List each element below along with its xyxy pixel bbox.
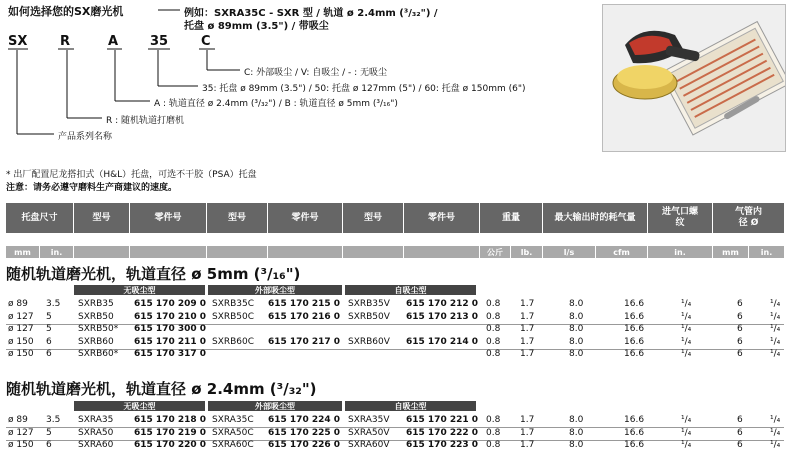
guide-title: 如何选择您的SX磨光机: [8, 5, 124, 18]
unit-cfm: cfm: [596, 246, 647, 258]
unit-mm: mm: [6, 246, 39, 258]
group-external-dust: 外部吸尘型: [208, 285, 342, 295]
cell-part-external: 615 170 225 0: [268, 427, 341, 438]
cell-hose-in: ¹/₄: [770, 440, 781, 450]
cell-air-cfm: 16.6: [624, 324, 645, 334]
cell-hose-mm: 6: [737, 440, 743, 450]
cell-air-cfm: 16.6: [624, 349, 645, 359]
cell-part-self: 615 170 223 0: [406, 440, 479, 450]
header-part-3: 零件号: [404, 203, 479, 233]
header-model-3: 型号: [343, 203, 403, 233]
unit-kg: 公斤: [480, 246, 510, 258]
cell-air-cfm: 16.6: [624, 299, 645, 309]
table-row: [6, 415, 784, 426]
cell-part-no-dust: 615 170 211 0: [134, 336, 207, 347]
cell-weight-lb: 1.7: [520, 415, 535, 425]
cell-inlet-thread: ¹/₄: [681, 299, 692, 309]
product-photo: [602, 4, 786, 152]
cell-air-cfm: 16.6: [624, 427, 645, 438]
code-35: 35: [150, 34, 169, 49]
cell-hose-in: ¹/₄: [770, 427, 781, 438]
unit-blank: [343, 246, 403, 258]
cell-model-no-dust: SXRB60*: [78, 349, 119, 359]
cell-hose-mm: 6: [737, 349, 743, 359]
example-line-1: 例如：SXRA35C - SXR 型 / 轨道 ø 2.4mm (³/₃₂") /: [184, 8, 438, 19]
cell-pad-mm: ø 127: [8, 324, 34, 334]
cell-weight-kg: 0.8: [486, 324, 501, 334]
code-c: C: [201, 34, 211, 49]
cell-pad-in: 5: [46, 427, 52, 438]
cell-model-external: SXRA35C: [212, 415, 254, 425]
cell-air-cfm: 16.6: [624, 415, 645, 425]
cell-weight-lb: 1.7: [520, 440, 535, 450]
cell-hose-mm: 6: [737, 427, 743, 438]
table-row: [6, 324, 784, 335]
cell-inlet-thread: ¹/₄: [681, 311, 692, 322]
cell-pad-in: 6: [46, 349, 52, 359]
cell-hose-in: ¹/₄: [770, 336, 781, 347]
cell-air-ls: 8.0: [569, 415, 584, 425]
cell-pad-in: 3.5: [46, 415, 61, 425]
cell-weight-kg: 0.8: [486, 415, 501, 425]
cell-model-no-dust: SXRA50: [78, 427, 114, 438]
cell-hose-in: ¹/₄: [770, 299, 781, 309]
cell-part-no-dust: 615 170 317 0: [134, 349, 207, 359]
cell-weight-lb: 1.7: [520, 427, 535, 438]
cell-weight-lb: 1.7: [520, 299, 535, 309]
table-row: [6, 440, 784, 451]
cell-part-no-dust: 615 170 210 0: [134, 311, 207, 322]
section-title-5mm: 随机轨道磨光机，轨道直径 ø 5mm (³/₁₆"): [6, 265, 301, 283]
cell-part-no-dust: 615 170 219 0: [134, 427, 207, 438]
legend-pad: 35: 托盘 ø 89mm (3.5") / 50: 托盘 ø 127mm (5") / 60: 托盘 ø 150mm (6"): [202, 84, 526, 94]
group-self-dust: 自吸尘型: [345, 285, 476, 295]
table-row: [6, 299, 784, 310]
cell-part-external: 615 170 215 0: [268, 299, 341, 309]
cell-model-self: SXRA50V: [348, 427, 390, 438]
cell-inlet-thread: ¹/₄: [681, 427, 692, 438]
unit-lb: lb.: [511, 246, 542, 258]
cell-inlet-thread: ¹/₄: [681, 415, 692, 425]
header-part-1: 零件号: [130, 203, 206, 233]
cell-air-ls: 8.0: [569, 349, 584, 359]
unit-blank: [74, 246, 129, 258]
example-line-2: 托盘 ø 89mm (3.5") / 带吸尘: [184, 21, 329, 32]
legend-sx: 产品系列名称: [58, 132, 113, 142]
cell-part-self: 615 170 222 0: [406, 427, 479, 438]
header-pad-size: 托盘尺寸: [6, 203, 73, 233]
header-air-consumption: 最大输出时的耗气量: [543, 203, 647, 233]
cell-pad-in: 5: [46, 324, 52, 334]
cell-weight-kg: 0.8: [486, 427, 501, 438]
cell-model-external: SXRB35C: [212, 299, 255, 309]
unit-thread-in: in.: [648, 246, 712, 258]
cell-part-no-dust: 615 170 209 0: [134, 299, 207, 309]
cell-part-no-dust: 615 170 300 0: [134, 324, 207, 334]
cell-hose-in: ¹/₄: [770, 415, 781, 425]
cell-hose-in: ¹/₄: [770, 324, 781, 334]
table-row: [6, 337, 784, 348]
note-pad-type: * 出厂配置尼龙搭扣式（H&L）托盘，可选不干胶（PSA）托盘: [6, 170, 257, 180]
cell-part-external: 615 170 226 0: [268, 440, 341, 450]
cell-model-self: SXRB35V: [348, 299, 390, 309]
header-weight: 重量: [480, 203, 542, 233]
cell-pad-mm: ø 89: [8, 299, 28, 309]
table-header: [6, 203, 784, 233]
group-no-dust: 无吸尘型: [74, 401, 205, 411]
unit-hose-mm: mm: [713, 246, 748, 258]
header-model-1: 型号: [74, 203, 129, 233]
legend-c: C: 外部吸尘 / V: 自吸尘 / - : 无吸尘: [244, 68, 388, 78]
cell-weight-kg: 0.8: [486, 440, 501, 450]
cell-model-self: SXRA35V: [348, 415, 390, 425]
cell-weight-lb: 1.7: [520, 349, 535, 359]
cell-air-ls: 8.0: [569, 311, 584, 322]
cell-weight-kg: 0.8: [486, 299, 501, 309]
cell-pad-mm: ø 150: [8, 440, 34, 450]
cell-pad-mm: ø 150: [8, 336, 34, 347]
table-row: [6, 428, 784, 439]
cell-model-self: SXRB60V: [348, 336, 390, 347]
cell-air-ls: 8.0: [569, 427, 584, 438]
header-part-2: 零件号: [268, 203, 342, 233]
cell-part-self: 615 170 213 0: [406, 311, 479, 322]
cell-inlet-thread: ¹/₄: [681, 349, 692, 359]
header-hose-diameter: 气管内径 Ø: [713, 203, 784, 233]
cell-hose-mm: 6: [737, 299, 743, 309]
cell-part-no-dust: 615 170 218 0: [134, 415, 207, 425]
unit-in: in.: [40, 246, 73, 258]
code-sx: SX: [8, 34, 28, 49]
section-title-2-4mm: 随机轨道磨光机，轨道直径 ø 2.4mm (³/₃₂"): [6, 380, 317, 398]
unit-blank: [207, 246, 267, 258]
cell-weight-kg: 0.8: [486, 336, 501, 347]
cell-air-ls: 8.0: [569, 440, 584, 450]
cell-inlet-thread: ¹/₄: [681, 440, 692, 450]
code-a: A: [108, 34, 119, 49]
cell-pad-mm: ø 89: [8, 415, 28, 425]
cell-pad-in: 5: [46, 311, 52, 322]
cell-weight-kg: 0.8: [486, 349, 501, 359]
unit-blank: [268, 246, 342, 258]
cell-pad-in: 6: [46, 440, 52, 450]
group-no-dust: 无吸尘型: [74, 285, 205, 295]
legend-r: R : 随机轨道打磨机: [106, 116, 185, 126]
cell-hose-mm: 6: [737, 336, 743, 347]
unit-blank: [130, 246, 206, 258]
cell-hose-in: ¹/₄: [770, 311, 781, 322]
unit-blank: [404, 246, 479, 258]
unit-ls: l/s: [543, 246, 595, 258]
group-self-dust: 自吸尘型: [345, 401, 476, 411]
cell-part-no-dust: 615 170 220 0: [134, 440, 207, 450]
cell-air-cfm: 16.6: [624, 311, 645, 322]
cell-inlet-thread: ¹/₄: [681, 324, 692, 334]
table-row: [6, 349, 784, 360]
cell-model-no-dust: SXRA35: [78, 415, 114, 425]
cell-model-no-dust: SXRA60: [78, 440, 114, 450]
units-row: [6, 246, 784, 258]
code-r: R: [60, 34, 71, 49]
cell-hose-in: ¹/₄: [770, 349, 781, 359]
cell-weight-lb: 1.7: [520, 324, 535, 334]
cell-hose-mm: 6: [737, 415, 743, 425]
cell-part-self: 615 170 212 0: [406, 299, 479, 309]
cell-weight-lb: 1.7: [520, 336, 535, 347]
cell-air-ls: 8.0: [569, 299, 584, 309]
cell-part-external: 615 170 217 0: [268, 336, 341, 347]
cell-pad-mm: ø 150: [8, 349, 34, 359]
cell-air-cfm: 16.6: [624, 336, 645, 347]
cell-model-no-dust: SXRB50: [78, 311, 114, 322]
cell-model-external: SXRB60C: [212, 336, 255, 347]
cell-model-external: SXRA50C: [212, 427, 254, 438]
cell-air-ls: 8.0: [569, 324, 584, 334]
cell-air-cfm: 16.6: [624, 440, 645, 450]
cell-part-external: 615 170 224 0: [268, 415, 341, 425]
cell-pad-mm: ø 127: [8, 427, 34, 438]
cell-model-no-dust: SXRB60: [78, 336, 114, 347]
header-model-2: 型号: [207, 203, 267, 233]
cell-part-self: 615 170 221 0: [406, 415, 479, 425]
legend-orbit: A : 轨道直径 ø 2.4mm (³/₃₂") / B : 轨道直径 ø 5mm (³/₁₆"): [154, 99, 398, 109]
cell-model-external: SXRB50C: [212, 311, 255, 322]
cell-model-self: SXRA60V: [348, 440, 390, 450]
cell-model-self: SXRB50V: [348, 311, 390, 322]
header-inlet-thread: 进气口螺纹: [648, 203, 712, 233]
cell-weight-kg: 0.8: [486, 311, 501, 322]
cell-part-self: 615 170 214 0: [406, 336, 479, 347]
cell-model-no-dust: SXRB35: [78, 299, 114, 309]
cell-inlet-thread: ¹/₄: [681, 336, 692, 347]
cell-air-ls: 8.0: [569, 336, 584, 347]
cell-hose-mm: 6: [737, 311, 743, 322]
group-external-dust: 外部吸尘型: [208, 401, 342, 411]
note-speed-warning: 注意：请务必遵守磨料生产商建议的速度。: [6, 183, 178, 193]
cell-pad-mm: ø 127: [8, 311, 34, 322]
cell-part-external: 615 170 216 0: [268, 311, 341, 322]
cell-model-external: SXRA60C: [212, 440, 254, 450]
cell-pad-in: 6: [46, 336, 52, 347]
cell-model-no-dust: SXRB50*: [78, 324, 119, 334]
unit-hose-in: in.: [749, 246, 784, 258]
table-row: [6, 312, 784, 323]
cell-hose-mm: 6: [737, 324, 743, 334]
cell-pad-in: 3.5: [46, 299, 61, 309]
cell-weight-lb: 1.7: [520, 311, 535, 322]
